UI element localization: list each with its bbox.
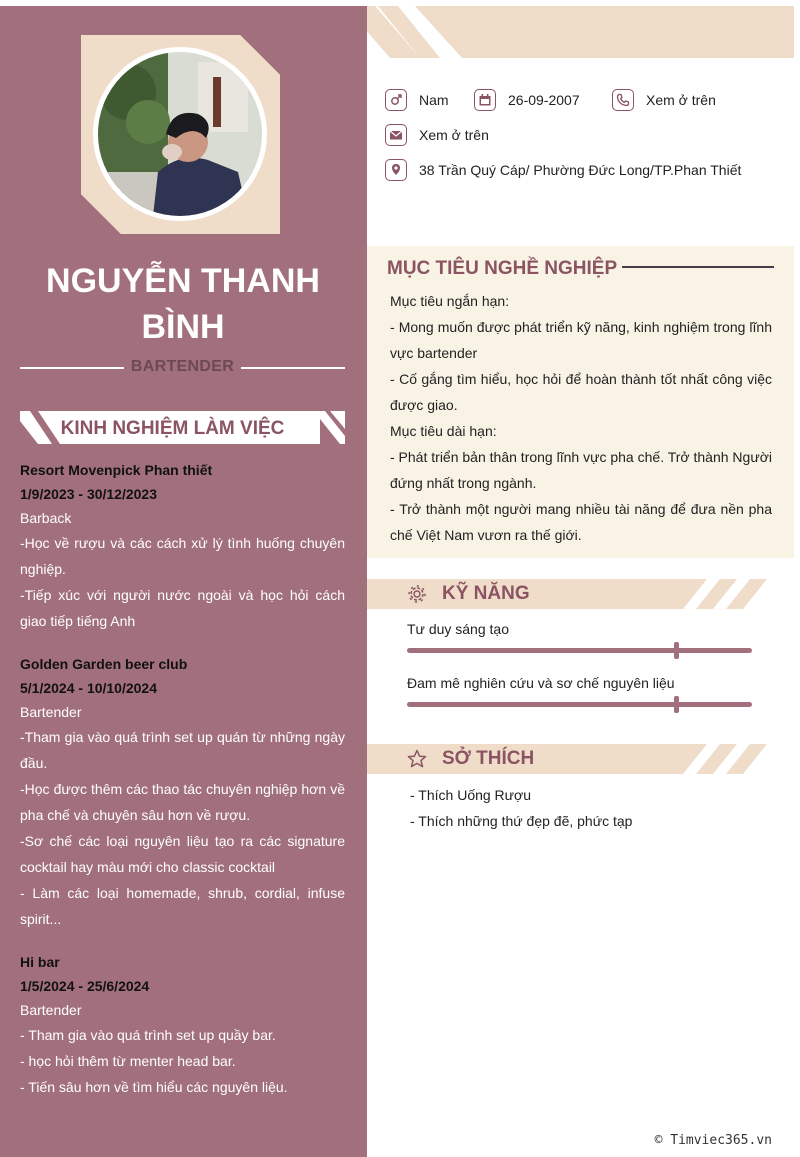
footer-credit: © Timviec365.vn (654, 1133, 772, 1148)
hobby-item: - Thích những thứ đẹp đẽ, phức tạp (410, 813, 633, 829)
experience-title: KINH NGHIỆM LÀM VIỆC (60, 418, 285, 439)
job-desc-line: - học hỏi thêm từ menter head bar. (20, 1053, 236, 1069)
goal-line: - Mong muốn được phát triển kỹ năng, kinh nghiệm trong lĩnh vực bartender (390, 319, 772, 361)
address-row (385, 157, 741, 183)
skills-title: KỸ NĂNG (442, 583, 530, 604)
birthday-row (474, 87, 580, 113)
skill-name: Đam mê nghiên cứu và sơ chế nguyên liệu (407, 675, 675, 691)
phone-icon (612, 89, 634, 111)
skill-level-marker (674, 642, 679, 659)
job-desc-line: - Làm các loại homemade, shrub, cordial, infuse spirit... (20, 885, 345, 927)
phone-row (612, 87, 716, 113)
job-role: BARTENDER (130, 358, 235, 375)
job-entry (20, 458, 345, 634)
job-position: Bartender (20, 704, 82, 720)
divider (622, 266, 774, 268)
job-company: Golden Garden beer club (20, 656, 188, 672)
job-desc-line: -Tham gia vào quá trình set up quán từ những ngày đầu. (20, 729, 345, 771)
job-entry (20, 652, 345, 932)
email-row (385, 122, 489, 148)
divider (241, 367, 345, 369)
gender-row (385, 87, 449, 113)
birthday-value: 26-09-2007 (508, 92, 580, 108)
calendar-icon (474, 89, 496, 111)
job-company: Hi bar (20, 954, 60, 970)
skills-header (367, 579, 794, 609)
job-desc-line: - Tham gia vào quá trình set up quầy bar. (20, 1027, 276, 1043)
job-desc-line: -Tiếp xúc với người nước ngoài và học hỏi cách giao tiếp tiếng Anh (20, 587, 345, 629)
job-entry (20, 950, 345, 1100)
job-position: Barback (20, 510, 72, 526)
career-goal-section (367, 246, 794, 558)
gender-icon (385, 89, 407, 111)
job-position: Bartender (20, 1002, 82, 1018)
gender-value: Nam (419, 92, 449, 108)
goal-line: Mục tiêu dài hạn: (390, 423, 497, 439)
job-company: Resort Movenpick Phan thiết (20, 462, 213, 478)
hobby-item: - Thích Uống Rượu (410, 787, 532, 803)
candidate-name: NGUYỄN THANH BÌNH (46, 262, 320, 346)
experience-header (20, 411, 345, 444)
job-date: 5/1/2024 - 10/10/2024 (20, 680, 158, 696)
email-icon (385, 124, 407, 146)
job-desc-line: -Học về rượu và các cách xử lý tình huống chuyên nghiệp. (20, 535, 345, 577)
goal-line: - Trở thành một người mang nhiều tài năng để đưa nền pha chế Việt Nam vươn ra thế giới. (390, 501, 772, 543)
job-date: 1/9/2023 - 30/12/2023 (20, 486, 158, 502)
avatar (93, 47, 267, 221)
hobbies-list (410, 782, 632, 834)
career-goal-title: MỤC TIÊU NGHỀ NGHIỆP (387, 258, 618, 279)
role-row (20, 358, 345, 378)
hobbies-header (367, 744, 794, 774)
gear-icon (407, 584, 427, 604)
job-desc-line: - Tiến sâu hơn về tìm hiểu các nguyên liệu. (20, 1079, 288, 1095)
goal-line: Mục tiêu ngắn hạn: (390, 293, 510, 309)
job-desc-line: -Sơ chế các loại nguyên liệu tạo ra các signature cocktail hay màu mới cho classic cocktail (20, 833, 345, 875)
skill-bar (407, 648, 752, 653)
location-icon (385, 159, 407, 181)
email-value: Xem ở trên (419, 127, 489, 143)
skill-name: Tư duy sáng tạo (407, 621, 509, 637)
skill-level-marker (674, 696, 679, 713)
job-desc-line: -Học được thêm các thao tác chuyên nghiệp hơn về pha chế và chuyên sâu hơn về rượu. (20, 781, 345, 823)
goal-line: - Phát triển bản thân trong lĩnh vực pha chế. Trở thành Người đứng nhất trong ngành. (390, 449, 772, 491)
career-goal-body (390, 288, 772, 548)
goal-line: - Cố gắng tìm hiểu, học hỏi để hoàn thành tốt nhất công việc được giao. (390, 371, 772, 413)
phone-value: Xem ở trên (646, 92, 716, 108)
job-date: 1/5/2024 - 25/6/2024 (20, 978, 150, 994)
skill-bar (407, 702, 752, 707)
experience-list (20, 458, 345, 1118)
address-value: 38 Trần Quý Cáp/ Phường Đức Long/TP.Phan Thiết (419, 162, 742, 178)
star-icon (407, 749, 427, 769)
hobbies-title: SỞ THÍCH (442, 748, 535, 769)
